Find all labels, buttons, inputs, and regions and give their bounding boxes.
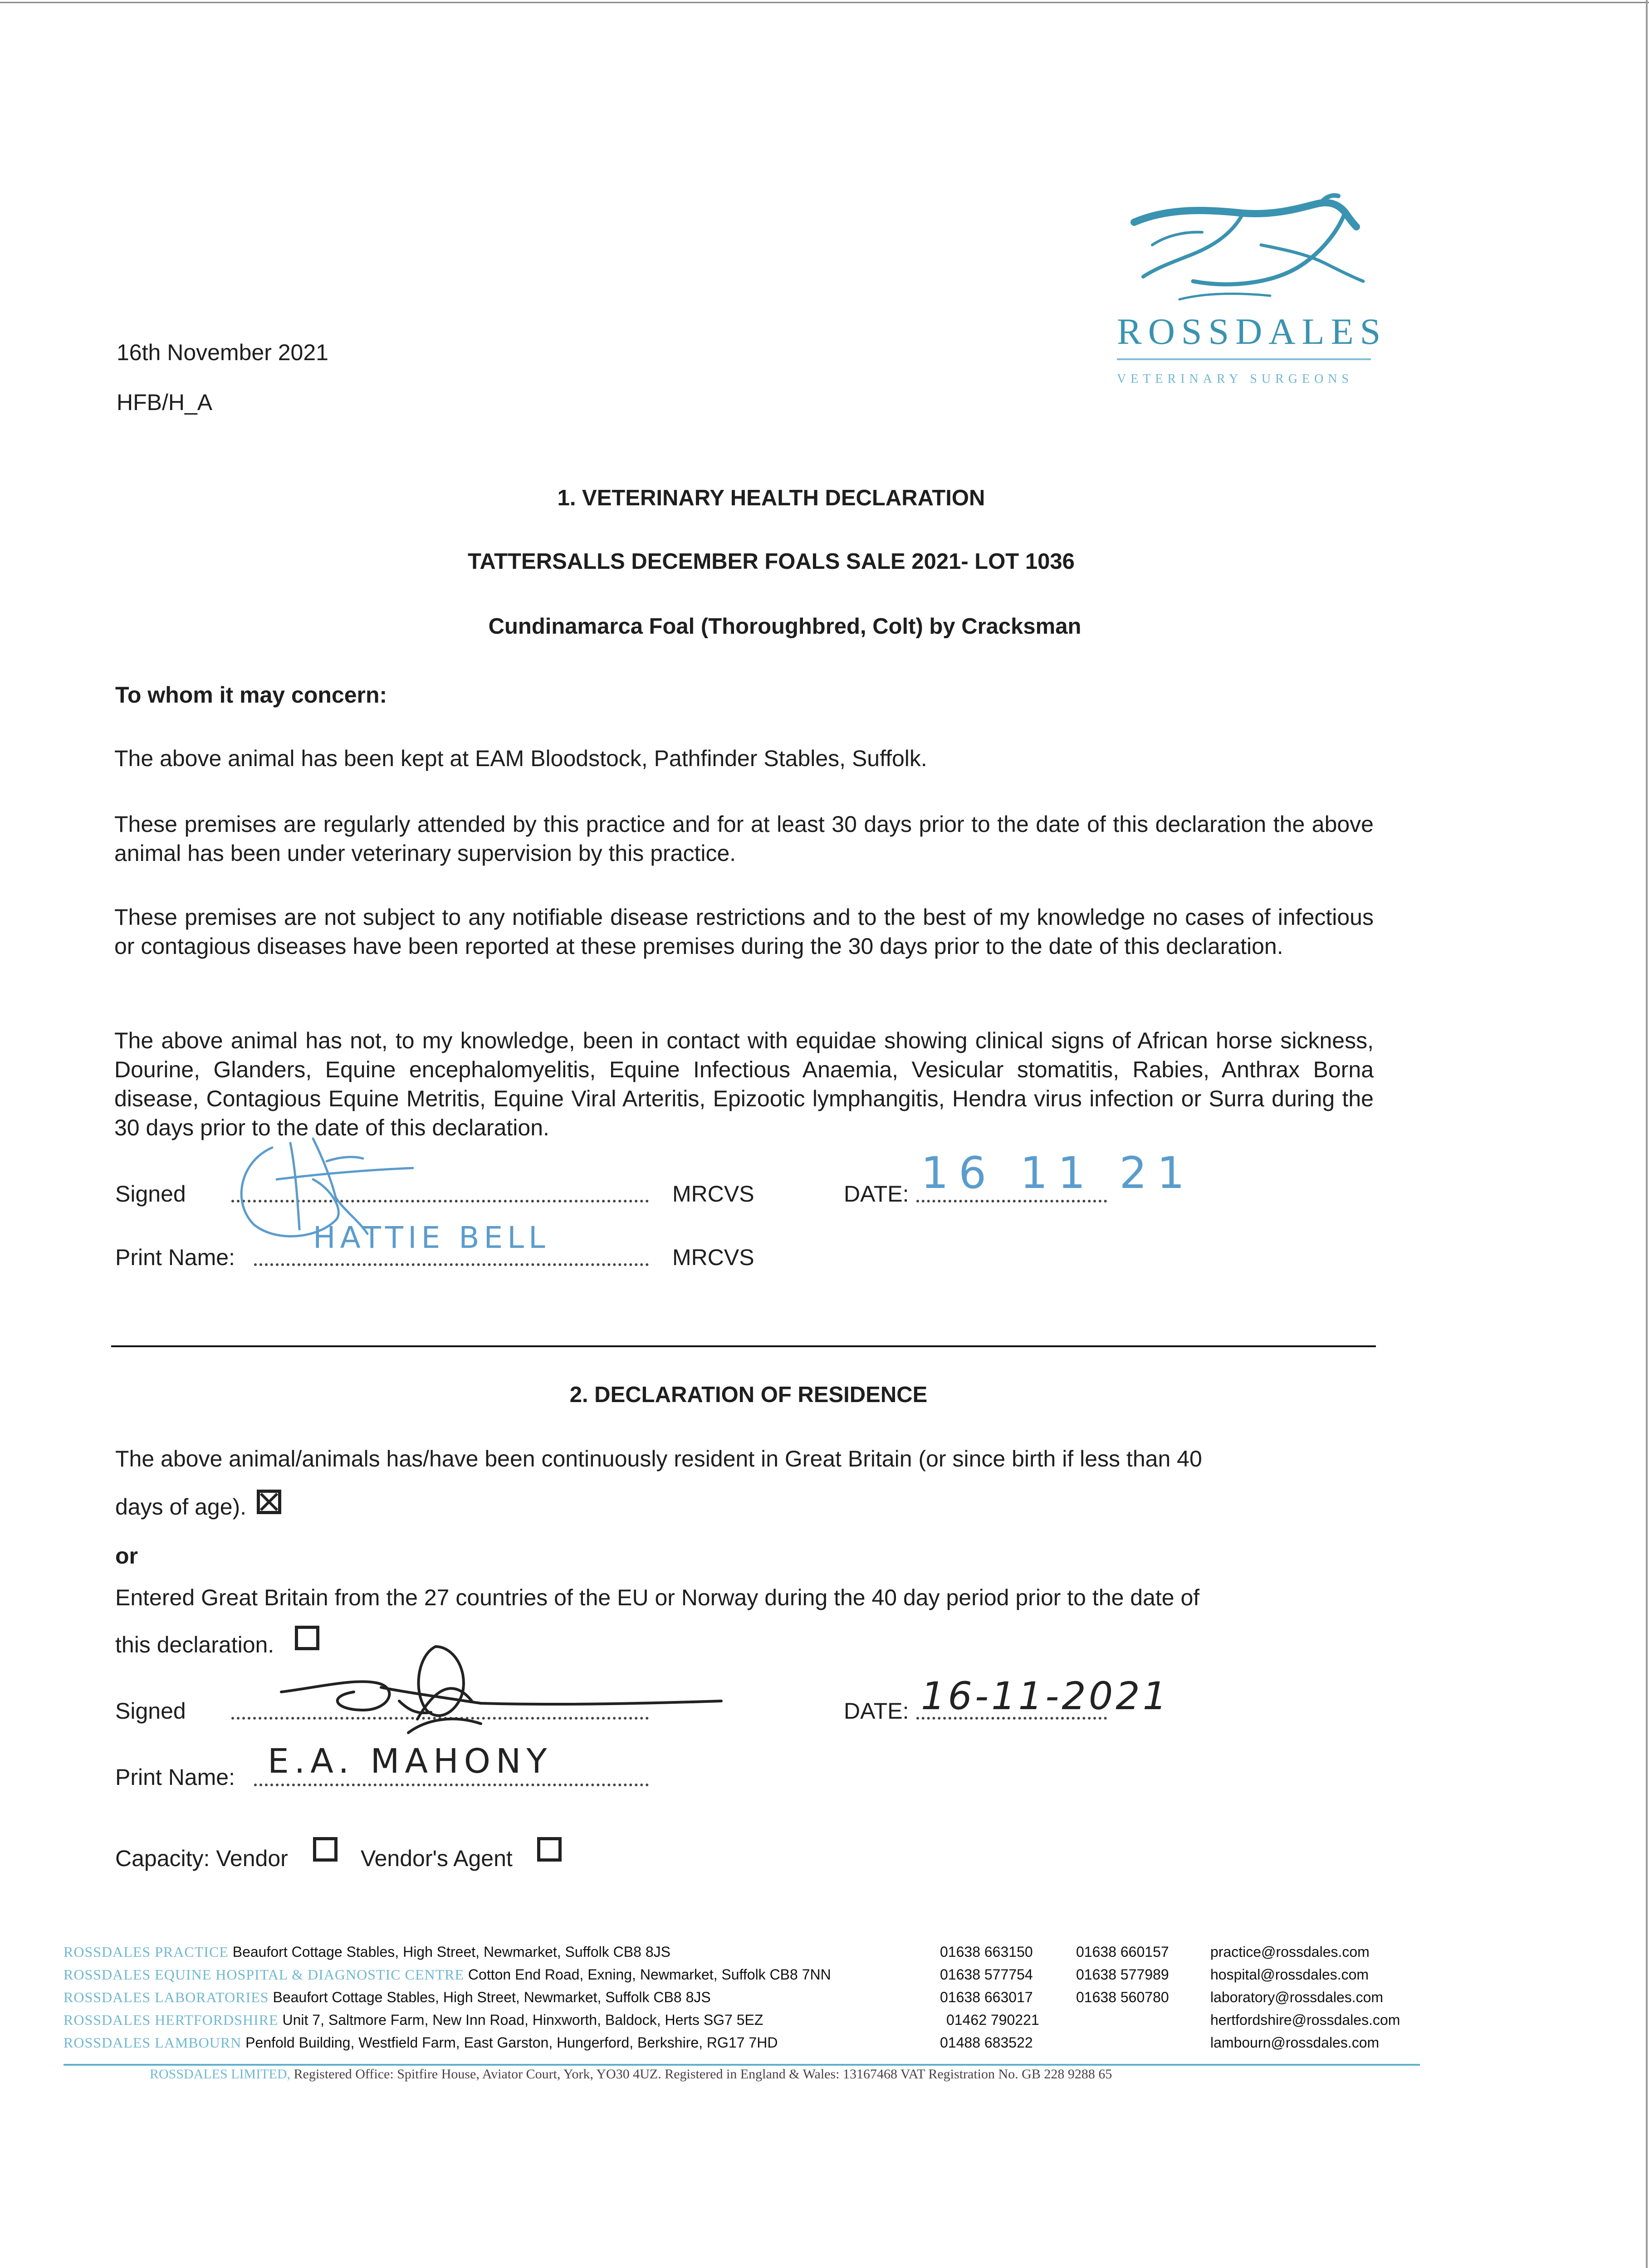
print-name-line-1 bbox=[254, 1263, 649, 1266]
footer-laboratories-address: Beaufort Cottage Stables, High Street, Newmarket, Suffolk CB8 8JS bbox=[273, 1989, 711, 2005]
footer-email-hospital[interactable]: hospital@rossdales.com bbox=[1210, 1966, 1369, 1983]
footer-tel-lambourn: 01488 683522 bbox=[940, 2034, 1033, 2051]
footer-email-hertfordshire[interactable]: hertfordshire@rossdales.com bbox=[1210, 2012, 1400, 2028]
signed-label-1: Signed bbox=[115, 1181, 186, 1207]
horse-logo-icon bbox=[1125, 191, 1370, 308]
sale-line: TATTERSALLS DECEMBER FOALS SALE 2021- LOT 1036 bbox=[468, 549, 1075, 574]
residence-option1-line2: days of age). bbox=[115, 1494, 247, 1520]
salutation: To whom it may concern: bbox=[115, 682, 387, 708]
footer-hospital-address: Cotton End Road, Exning, Newmarket, Suffolk CB8 7NN bbox=[468, 1966, 831, 1983]
logo-wordmark: ROSSDALES bbox=[1117, 311, 1387, 352]
footer-email-lambourn[interactable]: lambourn@rossdales.com bbox=[1210, 2034, 1380, 2051]
residence-option2-line2: this declaration. bbox=[115, 1632, 274, 1657]
footer-practice-address: Beaufort Cottage Stables, High Street, Newmarket, Suffolk CB8 8JS bbox=[232, 1944, 670, 1960]
logo-divider bbox=[1117, 358, 1371, 360]
horse-line: Cundinamarca Foal (Thoroughbred, Colt) by Cracksman bbox=[488, 614, 1081, 639]
section1-heading: 1. VETERINARY HEALTH DECLARATION bbox=[557, 486, 985, 510]
footer-legal bbox=[150, 2067, 1112, 2082]
vendor-name-handwritten: E.A. MAHONY bbox=[268, 1742, 553, 1781]
vendor-signature bbox=[245, 1619, 726, 1737]
footer-row-lambourn bbox=[64, 2033, 778, 2052]
date-line-1 bbox=[916, 1200, 1107, 1202]
vet-name-handwritten: HATTIE BELL bbox=[313, 1220, 550, 1255]
capacity-agent-checkbox[interactable] bbox=[537, 1837, 562, 1862]
footer-legal-text: Registered Office: Spitfire House, Aviator Court, York, YO30 4UZ. Registered in England & Wales: 13167468 VAT Registration No. GB 228 9288 65 bbox=[294, 2067, 1112, 2082]
footer-tel-hertfordshire: 01462 790221 bbox=[946, 2012, 1039, 2028]
scan-edge-right bbox=[1646, 0, 1648, 2268]
residence-checkbox-gb[interactable] bbox=[257, 1490, 281, 1514]
paragraph-premises: The above animal has been kept at EAM Bloodstock, Pathfinder Stables, Suffolk. bbox=[114, 746, 927, 771]
mrcvs-label-1: MRCVS bbox=[672, 1181, 754, 1207]
footer-fax-laboratories: 01638 560780 bbox=[1076, 1989, 1169, 2005]
check-cross-icon bbox=[260, 1493, 278, 1511]
footer-tel-laboratories: 01638 663017 bbox=[940, 1989, 1033, 2005]
footer-fax-practice: 01638 660157 bbox=[1076, 1944, 1169, 1960]
footer-lambourn-address: Penfold Building, Westfield Farm, East Garston, Hungerford, Berkshire, RG17 7HD bbox=[245, 2034, 778, 2051]
footer-divider bbox=[64, 2064, 1420, 2066]
footer-email-laboratories[interactable]: laboratory@rossdales.com bbox=[1210, 1989, 1384, 2005]
vendor-date-handwritten: 16-11-2021 bbox=[921, 1674, 1170, 1718]
section-divider bbox=[111, 1345, 1376, 1347]
vet-date-handwritten: 16 11 21 bbox=[921, 1148, 1195, 1198]
logo-tagline: VETERINARY SURGEONS bbox=[1117, 372, 1354, 386]
footer-legal-company: ROSSDALES LIMITED, bbox=[150, 2067, 291, 2082]
footer-row-hospital bbox=[64, 1965, 831, 1984]
print-name-label-2: Print Name: bbox=[115, 1765, 235, 1790]
footer-hertfordshire-name: ROSSDALES HERTFORDSHIRE bbox=[64, 2012, 279, 2028]
capacity-vendor-checkbox[interactable] bbox=[313, 1837, 338, 1862]
vendor-agent-label: Vendor's Agent bbox=[361, 1846, 513, 1871]
capacity-label: Capacity: Vendor bbox=[115, 1846, 288, 1871]
footer-practice-name: ROSSDALES PRACTICE bbox=[64, 1944, 229, 1960]
paragraph-supervision: These premises are regularly attended by this practice and for at least 30 days prior to the date of this declaration the above animal has been under veterinary supervision by this practice. bbox=[114, 811, 1374, 866]
date-label-1: DATE: bbox=[844, 1181, 909, 1207]
section2-heading: 2. DECLARATION OF RESIDENCE bbox=[569, 1383, 928, 1407]
scan-edge-top bbox=[0, 2, 1649, 3]
or-label: or bbox=[115, 1543, 138, 1569]
residence-option1-line1: The above animal/animals has/have been continuously resident in Great Britain (or since birth if less than 40 bbox=[115, 1446, 1202, 1471]
residence-option2-line1: Entered Great Britain from the 27 countries of the EU or Norway during the 40 day period prior to the date of bbox=[115, 1585, 1200, 1610]
footer-tel-hospital: 01638 577754 bbox=[940, 1966, 1033, 1983]
footer-hospital-name: ROSSDALES EQUINE HOSPITAL & DIAGNOSTIC CENTRE bbox=[64, 1966, 465, 1983]
letter-reference: HFB/H_A bbox=[117, 390, 213, 415]
signed-label-2: Signed bbox=[115, 1698, 186, 1724]
paragraph-restrictions: These premises are not subject to any notifiable disease restrictions and to the best of my knowledge no cases of infectious or contagious diseases have been reported at these premises during the 30 days prior to the date of this declaration. bbox=[114, 904, 1374, 959]
letter-date: 16th November 2021 bbox=[117, 340, 328, 365]
print-name-line-2 bbox=[254, 1784, 649, 1786]
footer-fax-hospital: 01638 577989 bbox=[1076, 1966, 1169, 1983]
footer-row-laboratories bbox=[64, 1988, 711, 2006]
footer-lambourn-name: ROSSDALES LAMBOURN bbox=[64, 2034, 242, 2051]
footer-row-practice bbox=[64, 1943, 670, 1961]
footer-hertfordshire-address: Unit 7, Saltmore Farm, New Inn Road, Hinxworth, Baldock, Herts SG7 5EZ bbox=[282, 2012, 763, 2028]
paragraph-contact: The above animal has not, to my knowledge, been in contact with equidae showing clinical signs of African horse sickness, Dourine, Glanders, Equine encephalomyelitis, Equine Infectious Anaemia, Vesicular stomatitis, Rabies, Anthrax Borna disease, Contagious Equine Metritis, Equine Viral Arteritis, Epizootic lymphangitis, Hendra virus infection or Surra during the 30 days prior to the date of this declaration. bbox=[114, 1028, 1374, 1140]
mrcvs-label-2: MRCVS bbox=[672, 1245, 754, 1270]
footer-tel-practice: 01638 663150 bbox=[940, 1944, 1033, 1960]
footer-laboratories-name: ROSSDALES LABORATORIES bbox=[64, 1989, 269, 2005]
footer-row-hertfordshire bbox=[64, 2011, 763, 2029]
footer-email-practice[interactable]: practice@rossdales.com bbox=[1210, 1944, 1370, 1960]
date-label-2: DATE: bbox=[844, 1698, 909, 1724]
print-name-label-1: Print Name: bbox=[115, 1245, 235, 1270]
